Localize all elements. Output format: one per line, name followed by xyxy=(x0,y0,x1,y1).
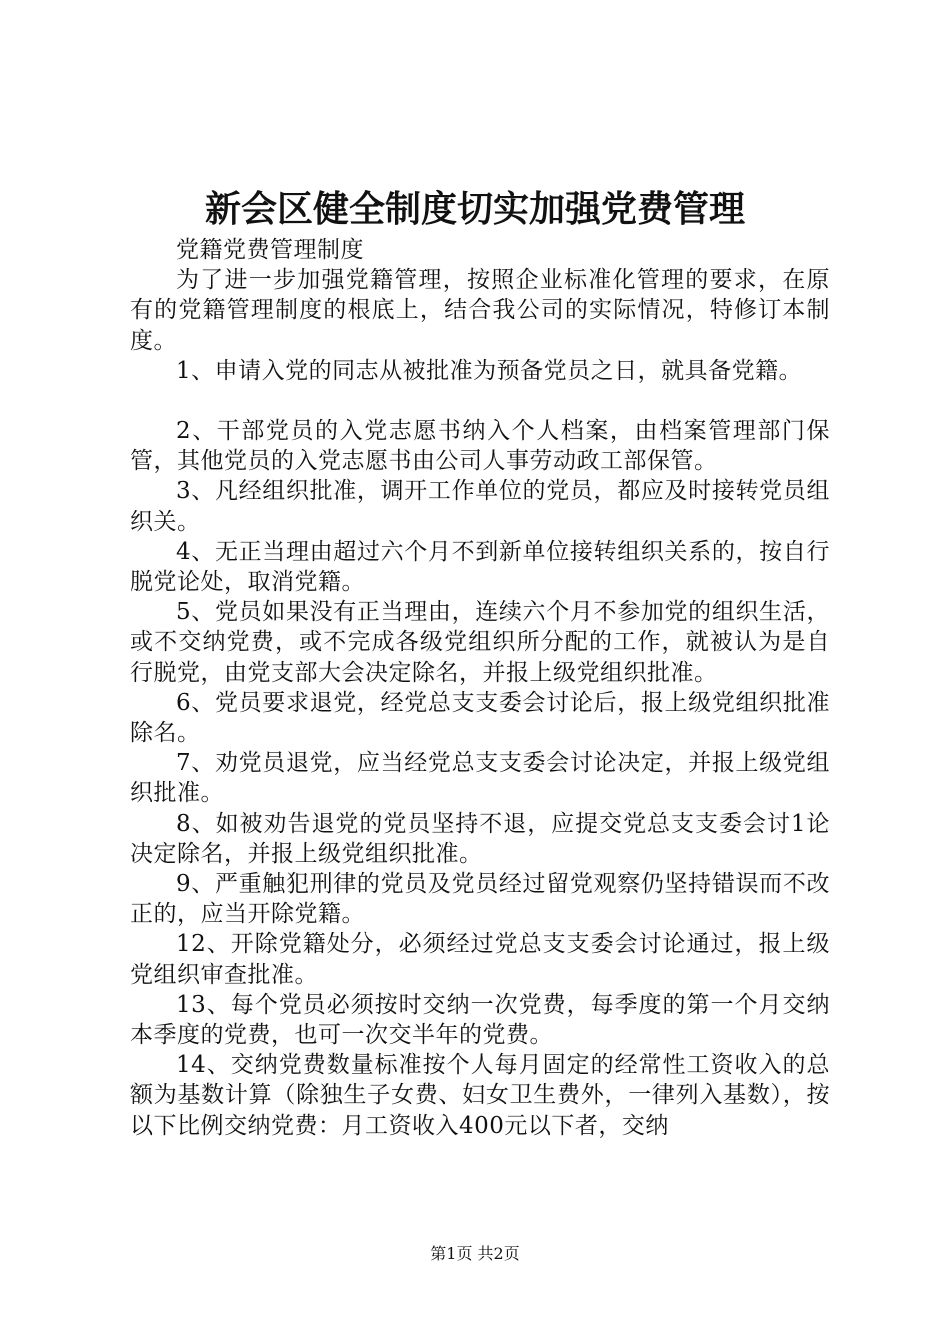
rule-paragraph: 5、党员如果没有正当理由，连续六个月不参加党的组织生活，或不交纳党费，或不完成各级党组织所分配的工作，就被认为是自行脱党，由党支部大会决定除名，并报上级党组织批准。 xyxy=(130,599,830,686)
rule-paragraph: 13、每个党员必须按时交纳一次党费，每季度的第一个月交纳本季度的党费，也可一次交半年的党费。 xyxy=(130,991,830,1049)
rule-paragraph: 14、交纳党费数量标准按个人每月固定的经常性工资收入的总额为基数计算（除独生子女费、妇女卫生费外，一律列入基数），按以下比例交纳党费：月工资收入400元以下者，交纳 xyxy=(130,1052,830,1139)
rule-paragraph: 2、干部党员的入党志愿书纳入个人档案，由档案管理部门保管，其他党员的入党志愿书由公司人事劳动政工部保管。 xyxy=(130,418,830,475)
rule-paragraph: 1、申请入党的同志从被批准为预备党员之日，就具备党籍。 xyxy=(176,357,803,384)
rule-paragraph: 9、严重触犯刑律的党员及党员经过留党观察仍坚持错误而不改正的，应当开除党籍。 xyxy=(130,871,830,928)
rule-paragraph: 4、无正当理由超过六个月不到新单位接转组织关系的，按自行脱党论处，取消党籍。 xyxy=(130,538,830,596)
intro-paragraph: 为了进一步加强党籍管理，按照企业标准化管理的要求，在原有的党籍管理制度的根底上，结合我公司的实际情况，特修订本制度。 xyxy=(130,267,830,354)
rule-paragraph: 3、凡经组织批准，调开工作单位的党员，都应及时接转党员组织关。 xyxy=(130,478,830,535)
document-title: 新会区健全制度切实加强党费管理 xyxy=(204,188,745,230)
document-body xyxy=(130,235,830,1141)
rule-paragraph: 8、如被劝告退党的党员坚持不退，应提交党总支支委会讨1论决定除名，并报上级党组织批准。 xyxy=(130,810,830,867)
section-heading: 党籍党费管理制度 xyxy=(176,237,364,263)
page-footer: 第1页 共2页 xyxy=(430,1244,520,1263)
rule-paragraph: 7、劝党员退党，应当经党总支支委会讨论决定，并报上级党组织批准。 xyxy=(130,750,830,807)
rule-paragraph: 6、党员要求退党，经党总支支委会讨论后，报上级党组织批准除名。 xyxy=(130,689,830,747)
rule-paragraph: 12、开除党籍处分，必须经过党总支支委会讨论通过，报上级党组织审查批准。 xyxy=(130,931,830,988)
